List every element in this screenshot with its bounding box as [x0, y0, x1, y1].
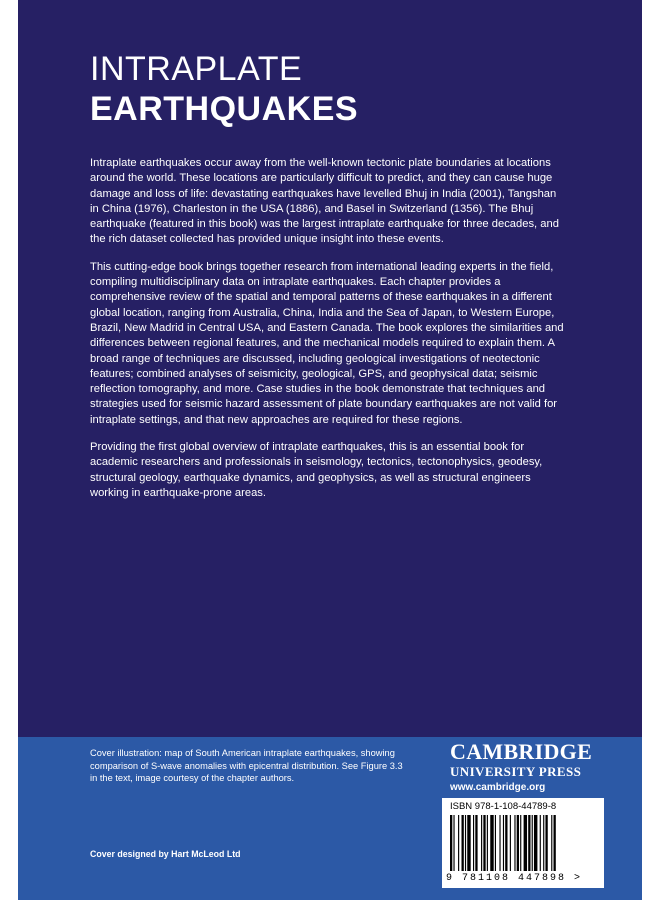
- publisher-subname: UNIVERSITY PRESS: [450, 764, 582, 779]
- blurb-paragraph-1: Intraplate earthquakes occur away from the well-known tectonic plate boundaries at locations around the world. These locations are particularly difficult to predict, and they can cause huge damage and loss of life: devastating earthquakes have levelled Bhuj in India (2001), Tangshan in China (1976), Charleston in the USA (1886), and Basel in Switzerland (1356). The Bhuj earthquake (featured in this book) was the largest intraplate earthquake for three decades, and the rich dataset collected has provided unique insight into these events.: [90, 157, 559, 246]
- blurb-paragraph-3: Providing the first global overview of intraplate earthquakes, this is an essential book for academic researchers and professionals in seismology, tectonics, tectonophysics, geodesy, structural geology, earthquake dynamics, and geophysics, as well as structural engineers working in earthquake-prone areas.: [90, 441, 543, 499]
- blurb: [90, 156, 568, 513]
- title-line-1: INTRAPLATE: [90, 50, 303, 88]
- blurb-paragraph-2: This cutting-edge book brings together research from international leading experts in the field, compiling multidisciplinary data on intraplate earthquakes. Each chapter provides a comprehensive review of the spatial and temporal patterns of these earthquakes in a different global location, ranging from Australia, China, India and the Sea of Japan, to Western Europe, Brazil, New Madrid in Central USA, and Eastern Canada. The book explores the similarities and differences between regional features, and the mechanical models required to explain them. A broad range of techniques are discussed, including geological investigations of neotectonic features; combined analyses of seismicity, geological, GPS, and geophysical data; seismic reflection tomography, and more. Case studies in the book demonstrate that techniques and strategies used for seismic hazard assessment of plate boundary earthquakes are not valid for intraplate settings, and that new approaches are required for these regions.: [90, 260, 564, 426]
- barcode-number: 9 781108 447898 >: [446, 873, 583, 884]
- barcode-box: [442, 798, 604, 888]
- footer-band: [18, 737, 642, 900]
- publisher-name: CAMBRIDGE: [450, 739, 593, 764]
- isbn-label: ISBN 978-1-108-44789-8: [450, 801, 557, 812]
- back-cover: [18, 0, 642, 900]
- title-line-2: EARTHQUAKES: [90, 90, 359, 128]
- publisher-website: www.cambridge.org: [450, 782, 546, 793]
- barcode-icon: [448, 815, 598, 873]
- cover-illustration-caption: Cover illustration: map of South American intraplate earthquakes, showing comparison of S-wave anomalies with epicentral distribution. See Figure 3.3 in the text, image courtesy of the chapter authors.: [90, 748, 403, 784]
- cover-designer-credit: Cover designed by Hart McLeod Ltd: [90, 849, 241, 859]
